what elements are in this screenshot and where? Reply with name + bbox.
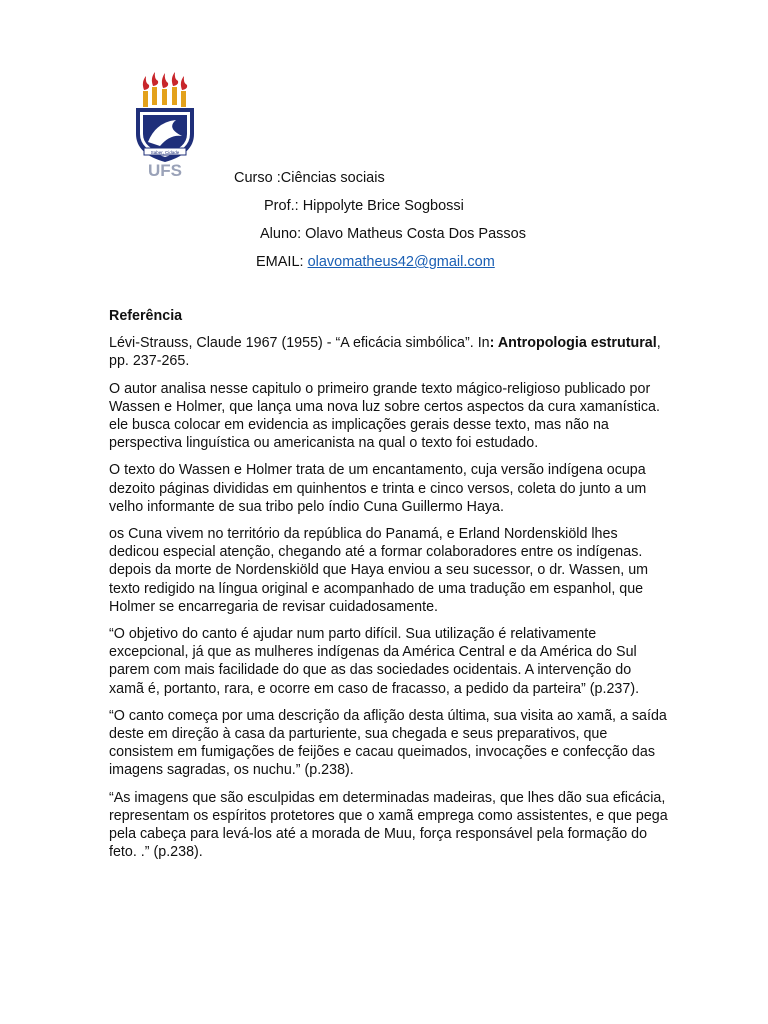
logo-abbr: UFS bbox=[148, 161, 182, 180]
student-label: Aluno: bbox=[260, 226, 302, 242]
email-line bbox=[256, 253, 495, 271]
reference-citation: Lévi-Strauss, Claude 1967 (1955) - “A eficácia simbólica”. In: Antropologia estrutural, pp. 237-265. bbox=[109, 335, 661, 370]
student-value: Olavo Matheus Costa Dos Passos bbox=[305, 226, 526, 242]
professor-value: Hippolyte Brice Sogbossi bbox=[302, 198, 464, 214]
student-line bbox=[260, 225, 526, 243]
paragraph-4: “O objetivo do canto é ajudar num parto difícil. Sua utilização é relativamente excepcional, já que as mulheres indígenas da América Central e da América do Sul parem com mais facilidade do que as das sociedades ocidentais. A intervenção do xamã é, portanto, rara, e ocorre em caso de fracasso, a pedido da parteira” (p.237). bbox=[109, 626, 640, 697]
course-line bbox=[234, 169, 385, 187]
email-label: EMAIL: bbox=[256, 254, 304, 270]
course-label: Curso : bbox=[234, 170, 281, 186]
paragraph-5: “O canto começa por uma descrição da aflição desta última, sua visita ao xamã, a saída deste em direção à casa da parturiente, sua chegada e seus preparativos, que consistem em fumigações de feijões e cacau queimados, invocações e confecção das imagens sagradas, os nuchu.” (p.238). bbox=[109, 707, 667, 779]
professor-line bbox=[264, 197, 464, 215]
paragraph-3: os Cuna vivem no território da república do Panamá, e Erland Nordenskiöld lhes dedicou especial atenção, chegando até a formar colaboradores entre os indígenas. depois da morte de Nordenskiöld que Haya enviou a seu sucessor, o dr. Wassen, um texto redigido na língua original e acompanhado de uma tradução em espanhol, que Holmer se encarregaria de revisar cuidadosamente. bbox=[109, 526, 649, 615]
paragraph-1: O autor analisa nesse capitulo o primeiro grande texto mágico-religioso publicado por Wassen e Holmer, que lança uma nova luz sobre certos aspectos da cura xamanística. ele busca colocar em evidencia as implicações gerais desse texto, mas não na perspectiva linguística ou americanista na qual o texto foi estudado. bbox=[109, 380, 660, 452]
paragraph-6: “As imagens que são esculpidas em determinadas madeiras, que lhes dão sua eficácia, representam os espíritos protetores que o xamã emprega como assistentes, e que pega pela cabeça para levá-los até a morada de Muu, força responsável pela formação do feto. .” (p.238). bbox=[109, 789, 668, 861]
document-body bbox=[109, 307, 669, 870]
email-link[interactable]: olavomatheus42@gmail.com bbox=[307, 254, 495, 270]
ufs-crest-icon bbox=[130, 70, 200, 180]
professor-label: Prof.: bbox=[264, 198, 299, 214]
ufs-logo bbox=[130, 70, 200, 180]
svg-text:Saber, Cidade: Saber, Cidade bbox=[150, 150, 180, 155]
paragraph-2: O texto do Wassen e Holmer trata de um encantamento, cuja versão indígena ocupa dezoito páginas divididas em quinhentos e trinta e cinco versos, coleta do junto a um velho informante de sua tribo pelo índio Cuna Guillermo Haya. bbox=[109, 462, 647, 515]
course-value: Ciências sociais bbox=[280, 170, 385, 186]
reference-heading: Referência bbox=[109, 308, 183, 324]
